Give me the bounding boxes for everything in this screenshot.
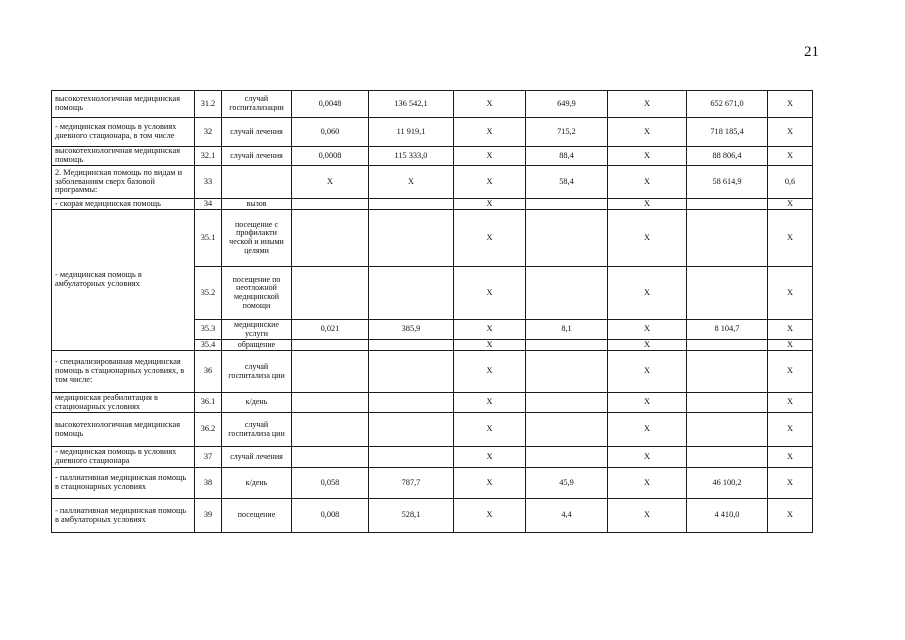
- value-4: 8,1: [526, 320, 608, 340]
- value-4: 58,4: [526, 166, 608, 199]
- row-description: - медицинская помощь в условиях дневного стационара: [52, 447, 195, 468]
- value-3: X: [454, 351, 526, 393]
- value-5: X: [608, 320, 687, 340]
- value-2: [369, 340, 454, 351]
- unit-label: посещение по неотложной медицинской помощи: [222, 267, 292, 320]
- value-5: X: [608, 166, 687, 199]
- value-4: [526, 199, 608, 210]
- value-7: X: [768, 118, 813, 147]
- value-6: [687, 267, 768, 320]
- value-2: [369, 393, 454, 413]
- value-7: X: [768, 468, 813, 499]
- unit-label: случай госпитализа ции: [222, 351, 292, 393]
- unit-label: [222, 166, 292, 199]
- value-7: X: [768, 91, 813, 118]
- unit-label: случай госпитализа ции: [222, 413, 292, 447]
- row-description: - паллиативная медицинская помощь в стационарных условиях: [52, 468, 195, 499]
- row-number: 32: [195, 118, 222, 147]
- value-4: [526, 351, 608, 393]
- row-description: - паллиативная медицинская помощь в амбулаторных условиях: [52, 499, 195, 533]
- unit-label: вызов: [222, 199, 292, 210]
- value-2: 385,9: [369, 320, 454, 340]
- value-5: X: [608, 199, 687, 210]
- unit-label: случай госпитализации: [222, 91, 292, 118]
- row-description: высокотехнологичная медицинская помощь: [52, 91, 195, 118]
- row-description: - специализированная медицинская помощь в стационарных условиях, в том числе:: [52, 351, 195, 393]
- value-3: X: [454, 499, 526, 533]
- value-5: X: [608, 267, 687, 320]
- value-1: [292, 267, 369, 320]
- row-description: - медицинская помощь в условиях дневного стационара, в том числе: [52, 118, 195, 147]
- row-number: 34: [195, 199, 222, 210]
- unit-label: к/день: [222, 393, 292, 413]
- unit-label: посещение: [222, 499, 292, 533]
- value-6: 652 671,0: [687, 91, 768, 118]
- value-5: X: [608, 340, 687, 351]
- row-number: 38: [195, 468, 222, 499]
- row-number: 33: [195, 166, 222, 199]
- row-number: 37: [195, 447, 222, 468]
- row-number: 35.2: [195, 267, 222, 320]
- value-6: 88 806,4: [687, 147, 768, 166]
- value-4: [526, 340, 608, 351]
- table-row: [52, 413, 813, 447]
- value-4: [526, 447, 608, 468]
- value-6: 4 410,0: [687, 499, 768, 533]
- value-4: 4,4: [526, 499, 608, 533]
- value-3: X: [454, 166, 526, 199]
- row-number: 35.1: [195, 210, 222, 267]
- value-6: [687, 340, 768, 351]
- unit-label: случай лечения: [222, 147, 292, 166]
- row-number: 32.1: [195, 147, 222, 166]
- value-6: [687, 447, 768, 468]
- row-description: высокотехнологичная медицинская помощь: [52, 413, 195, 447]
- value-7: X: [768, 413, 813, 447]
- value-5: X: [608, 147, 687, 166]
- value-3: X: [454, 413, 526, 447]
- value-2: [369, 199, 454, 210]
- value-2: [369, 210, 454, 267]
- row-number: 35.3: [195, 320, 222, 340]
- value-6: [687, 413, 768, 447]
- value-5: X: [608, 499, 687, 533]
- value-2: [369, 351, 454, 393]
- value-4: 715,2: [526, 118, 608, 147]
- value-5: X: [608, 210, 687, 267]
- row-number: 35.4: [195, 340, 222, 351]
- table-row: [52, 499, 813, 533]
- row-number: 31.2: [195, 91, 222, 118]
- value-6: [687, 199, 768, 210]
- value-4: [526, 267, 608, 320]
- table-row: [52, 393, 813, 413]
- value-3: X: [454, 199, 526, 210]
- value-1: [292, 413, 369, 447]
- value-2: 115 333,0: [369, 147, 454, 166]
- value-3: X: [454, 91, 526, 118]
- value-5: X: [608, 393, 687, 413]
- value-7: X: [768, 340, 813, 351]
- value-5: X: [608, 351, 687, 393]
- value-1: 0,021: [292, 320, 369, 340]
- value-1: 0,0008: [292, 147, 369, 166]
- value-4: [526, 413, 608, 447]
- table-row: [52, 147, 813, 166]
- value-3: X: [454, 340, 526, 351]
- table-row: [52, 351, 813, 393]
- unit-label: посещение с профилакти ческой и иными целями: [222, 210, 292, 267]
- value-3: X: [454, 447, 526, 468]
- table-row: [52, 199, 813, 210]
- table-row: [52, 118, 813, 147]
- value-5: X: [608, 118, 687, 147]
- table-row: [52, 166, 813, 199]
- value-4: [526, 393, 608, 413]
- value-2: 11 919,1: [369, 118, 454, 147]
- unit-label: обращение: [222, 340, 292, 351]
- value-1: [292, 393, 369, 413]
- row-description: медицинская реабилитация в стационарных условиях: [52, 393, 195, 413]
- value-7: X: [768, 447, 813, 468]
- value-6: [687, 351, 768, 393]
- value-1: 0,0048: [292, 91, 369, 118]
- value-1: [292, 351, 369, 393]
- value-1: [292, 447, 369, 468]
- value-2: [369, 413, 454, 447]
- value-5: X: [608, 468, 687, 499]
- value-2: X: [369, 166, 454, 199]
- value-7: X: [768, 147, 813, 166]
- unit-label: случай лечения: [222, 447, 292, 468]
- value-3: X: [454, 468, 526, 499]
- value-4: [526, 210, 608, 267]
- unit-label: медицинские услуги: [222, 320, 292, 340]
- value-4: 649,9: [526, 91, 608, 118]
- value-1: [292, 210, 369, 267]
- unit-label: случай лечения: [222, 118, 292, 147]
- value-1: X: [292, 166, 369, 199]
- value-6: 8 104,7: [687, 320, 768, 340]
- value-2: [369, 447, 454, 468]
- value-2: 136 542,1: [369, 91, 454, 118]
- value-1: 0,058: [292, 468, 369, 499]
- row-number: 36: [195, 351, 222, 393]
- value-3: X: [454, 118, 526, 147]
- value-5: X: [608, 413, 687, 447]
- unit-label: к/день: [222, 468, 292, 499]
- value-6: [687, 393, 768, 413]
- value-6: 718 185,4: [687, 118, 768, 147]
- value-3: X: [454, 147, 526, 166]
- value-3: X: [454, 210, 526, 267]
- value-3: X: [454, 267, 526, 320]
- value-2: 787,7: [369, 468, 454, 499]
- value-6: 46 100,2: [687, 468, 768, 499]
- value-7: X: [768, 199, 813, 210]
- row-description: высокотехнологичная медицинская помощь: [52, 147, 195, 166]
- value-1: [292, 199, 369, 210]
- row-number: 36.2: [195, 413, 222, 447]
- value-7: 0,6: [768, 166, 813, 199]
- value-1: 0,060: [292, 118, 369, 147]
- table-row: [52, 468, 813, 499]
- row-number: 39: [195, 499, 222, 533]
- value-7: X: [768, 210, 813, 267]
- value-2: [369, 267, 454, 320]
- value-7: X: [768, 393, 813, 413]
- value-6: [687, 210, 768, 267]
- value-7: X: [768, 267, 813, 320]
- row-description: - медицинская помощь в амбулаторных условиях: [52, 210, 195, 351]
- row-description: - скорая медицинская помощь: [52, 199, 195, 210]
- value-5: X: [608, 91, 687, 118]
- value-3: X: [454, 393, 526, 413]
- table-row: [52, 210, 813, 267]
- row-number: 36.1: [195, 393, 222, 413]
- value-3: X: [454, 320, 526, 340]
- value-4: 45,9: [526, 468, 608, 499]
- value-1: [292, 340, 369, 351]
- page-number: 21: [804, 44, 819, 60]
- value-4: 88,4: [526, 147, 608, 166]
- row-description: 2. Медицинская помощь по видам и заболеваниям сверх базовой программы:: [52, 166, 195, 199]
- value-1: 0,008: [292, 499, 369, 533]
- value-6: 58 614,9: [687, 166, 768, 199]
- value-7: X: [768, 499, 813, 533]
- value-2: 528,1: [369, 499, 454, 533]
- table-row: [52, 91, 813, 118]
- table-row: [52, 447, 813, 468]
- value-7: X: [768, 320, 813, 340]
- value-7: X: [768, 351, 813, 393]
- data-table: [51, 90, 813, 533]
- value-5: X: [608, 447, 687, 468]
